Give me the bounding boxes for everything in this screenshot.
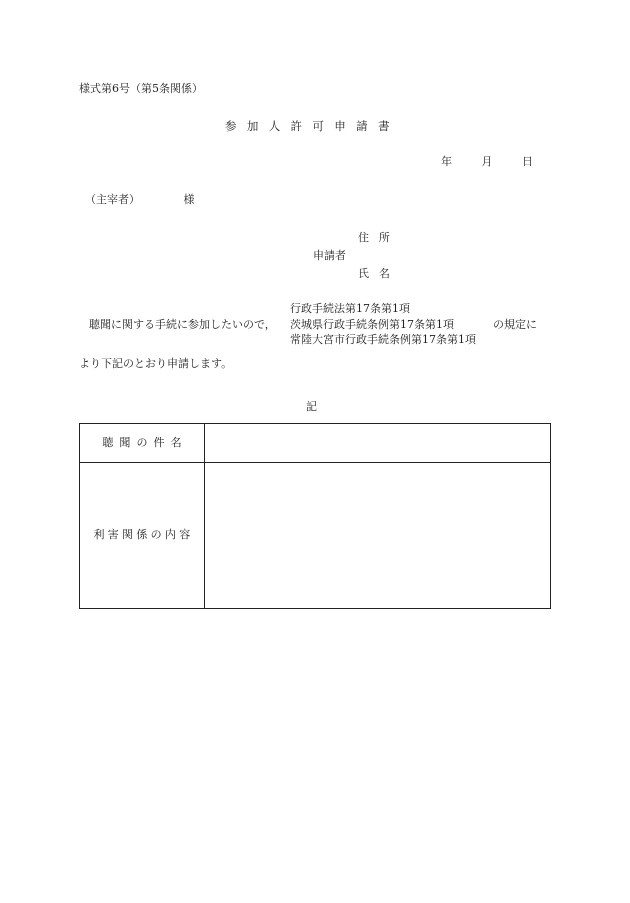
applicant-label: 申請者 <box>313 249 346 262</box>
applicant-name-label: 氏名 <box>358 267 400 280</box>
table-row-case-name <box>80 424 550 463</box>
body-continuation: より下記のとおり申請します。 <box>79 357 233 370</box>
document-title: 参加人許可申請書 <box>225 119 400 133</box>
column-divider <box>204 424 205 608</box>
details-table <box>79 423 551 609</box>
applicant-address-label: 住所 <box>358 231 400 244</box>
case-name-label: 聴聞の件名 <box>102 436 188 449</box>
date-line <box>441 156 533 167</box>
body-intro: 聴聞に関する手続に参加したいので， <box>89 318 276 331</box>
ki-heading: 記 <box>306 400 317 413</box>
law-reference-2: 茨城県行政手続条例第17条第1項 <box>290 318 454 331</box>
form-number: 様式第6号（第5条関係） <box>79 82 203 95</box>
addressee <box>85 194 195 205</box>
interest-label: 利害関係の内容 <box>93 528 194 541</box>
interest-value[interactable] <box>205 463 550 608</box>
addressee-label: （主宰者） <box>85 193 140 206</box>
table-row-interest <box>80 463 550 608</box>
date-day-label: 日 <box>522 155 533 168</box>
addressee-honorific: 様 <box>183 193 195 206</box>
date-year-label: 年 <box>441 155 452 168</box>
law-reference-3: 常陸大宮市行政手続条例第17条第1項 <box>290 333 476 346</box>
case-name-value[interactable] <box>205 437 550 451</box>
body-suffix: の規定に <box>493 318 537 331</box>
date-month-label: 月 <box>481 155 493 168</box>
law-reference-1: 行政手続法第17条第1項 <box>290 302 410 315</box>
